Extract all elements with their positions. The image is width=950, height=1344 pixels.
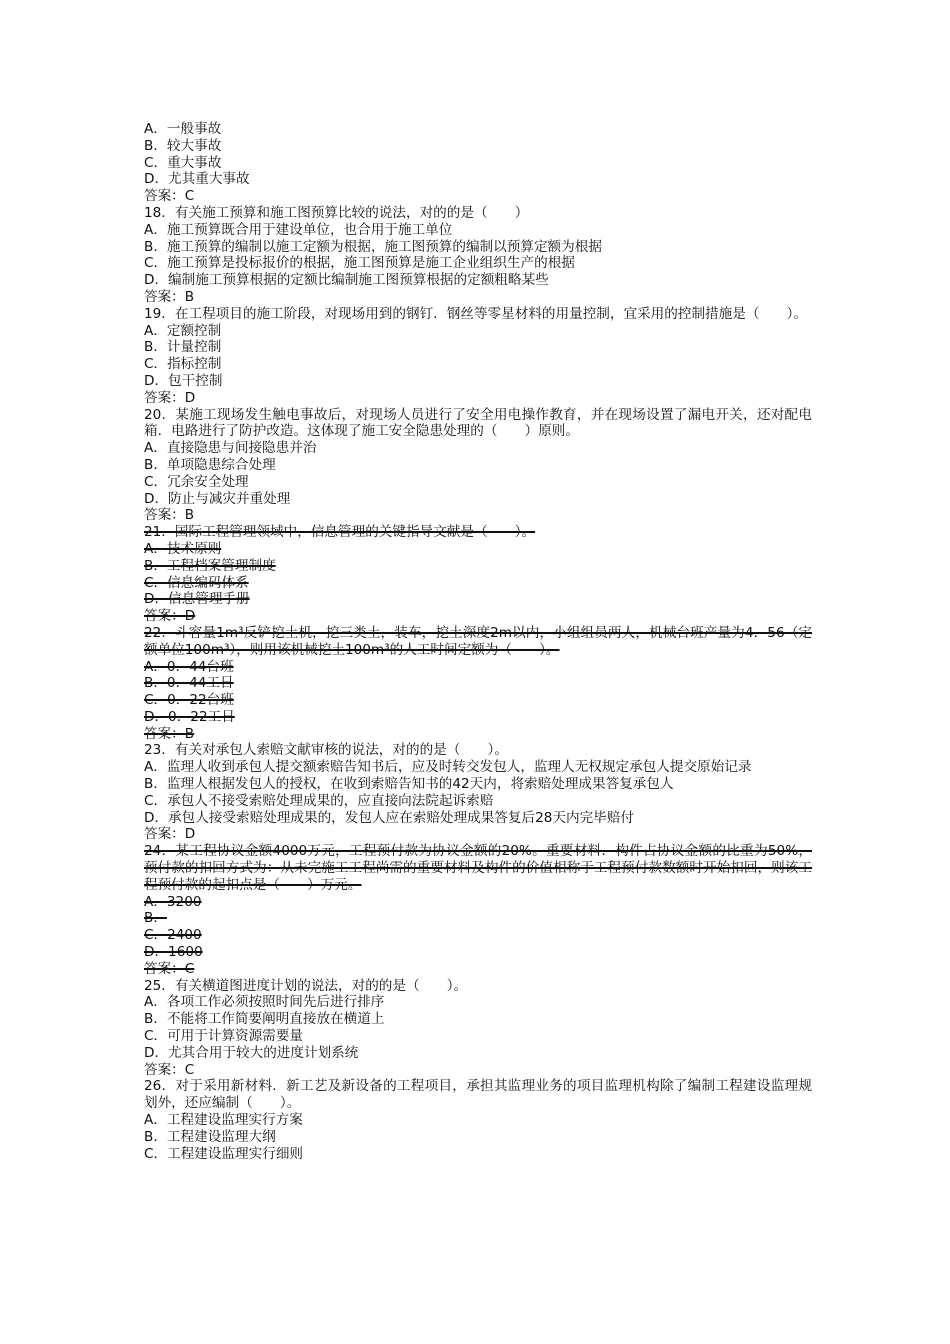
document-page bbox=[144, 121, 812, 1162]
question-text: 24．某工程协议金额4000万元，工程预付款为协议金额的20%。重要材料．构件占协议金额的比重为50%，预付款的扣回方式为：从未完施工工程尚需的重要材料及构件的价值相称于工程预付款数额时开始扣回，则该工程预付款的起扣点是（ ）万元。 bbox=[144, 843, 812, 893]
option-c: C．2400 bbox=[144, 927, 202, 944]
option-b: B．监理人根据发包人的授权，在收到索赔告知书的42天内，将索赔处理成果答复承包人 bbox=[144, 776, 674, 793]
option-b: B．工程建设监理大纲 bbox=[144, 1128, 276, 1145]
question-text: 25．有关横道图进度计划的说法，对的的是（ ）。 bbox=[144, 977, 468, 994]
option-c: C．指标控制 bbox=[144, 356, 222, 373]
option-b: B．不能将工作简要阐明直接放在横道上 bbox=[144, 1011, 385, 1028]
answer-line: 答案：B bbox=[144, 725, 195, 742]
answer-line: 答案：D bbox=[144, 826, 196, 843]
option-a: A．各项工作必须按照时间先后进行排序 bbox=[144, 994, 385, 1011]
answer-line: 答案：D bbox=[144, 389, 196, 406]
question-block-22-struck bbox=[144, 625, 812, 743]
option-b: B． bbox=[144, 910, 167, 927]
option-c: C．重大事故 bbox=[144, 154, 222, 171]
option-d: D．尤其重大事故 bbox=[144, 171, 250, 188]
question-text: 21．国际工程管理领域中，信息管理的关键指导文献是（ ）。 bbox=[144, 524, 536, 541]
answer-line: 答案：C bbox=[144, 1061, 195, 1078]
question-block-17-options bbox=[144, 121, 812, 205]
option-d: D．尤其合用于较大的进度计划系统 bbox=[144, 1044, 359, 1061]
option-d: D．0．22工日 bbox=[144, 708, 235, 725]
option-d: D．防止与减灾并重处理 bbox=[144, 490, 291, 507]
option-a: A．一般事故 bbox=[144, 121, 222, 137]
option-c: C．可用于计算资源需要量 bbox=[144, 1028, 304, 1045]
option-b: B．0．44工日 bbox=[144, 675, 234, 692]
question-text: 22．斗容量1m³反铲挖土机，挖三类土，装车，挖土深度2m以内，小组组员两人，机械台班产量为4．56（定额单位100m³），则用该机械挖土100m³的人工时间定额为（ ）。 bbox=[144, 624, 812, 658]
question-block-25 bbox=[144, 978, 812, 1079]
answer-line: 答案：B bbox=[144, 507, 195, 524]
option-c: C．工程建设监理实行细则 bbox=[144, 1145, 304, 1162]
answer-line: 答案：D bbox=[144, 608, 196, 625]
question-block-21-struck bbox=[144, 524, 812, 625]
question-block-24-struck bbox=[144, 843, 812, 977]
answer-line: 答案：B bbox=[144, 288, 195, 305]
option-a: A．施工预算既合用于建设单位，也合用于施工单位 bbox=[144, 221, 453, 238]
option-a: A．定额控制 bbox=[144, 322, 222, 339]
option-b: B．施工预算的编制以施工定额为根据，施工图预算的编制以预算定额为根据 bbox=[144, 238, 602, 255]
option-d: D．信息管理手册 bbox=[144, 591, 250, 608]
option-b: B．较大事故 bbox=[144, 137, 222, 154]
option-a: A．直接隐患与间接隐患并治 bbox=[144, 440, 317, 457]
question-text: 19．在工程项目的施工阶段，对现场用到的钢钉．钢丝等零星材料的用量控制，宜采用的控制措施是（ ）。 bbox=[144, 305, 807, 322]
answer-line: 答案：C bbox=[144, 960, 195, 977]
question-block-19 bbox=[144, 306, 812, 407]
option-d: D．编制施工预算根据的定额比编制施工图预算根据的定额粗略某些 bbox=[144, 272, 549, 289]
question-block-20 bbox=[144, 407, 812, 525]
question-block-18 bbox=[144, 205, 812, 306]
question-block-26 bbox=[144, 1078, 812, 1162]
option-a: A．工程建设监理实行方案 bbox=[144, 1112, 303, 1129]
option-d: D．1600 bbox=[144, 944, 203, 961]
option-a: A．技术原则 bbox=[144, 540, 222, 557]
question-text: 20．某施工现场发生触电事故后，对现场人员进行了安全用电操作教育，并在现场设置了漏电开关，还对配电箱．电路进行了防护改造。这体现了施工安全隐患处理的（ ）原则。 bbox=[144, 406, 812, 440]
option-c: C．施工预算是投标报价的根据，施工图预算是施工企业组织生产的根据 bbox=[144, 255, 575, 272]
answer-line: 答案：C bbox=[144, 188, 195, 205]
question-text: 26．对于采用新材料．新工艺及新设备的工程项目，承担其监理业务的项目监理机构除了编制工程建设监理规划外，还应编制（ ）。 bbox=[144, 1078, 812, 1112]
option-b: B．计量控制 bbox=[144, 339, 222, 356]
option-d: D．包干控制 bbox=[144, 372, 223, 389]
question-text: 23．有关对承包人索赔文献审核的说法，对的的是（ ）。 bbox=[144, 742, 508, 759]
option-c: C．冗余安全处理 bbox=[144, 473, 249, 490]
question-text: 18．有关施工预算和施工图预算比较的说法，对的的是（ ） bbox=[144, 204, 529, 221]
option-b: B．工程档案管理制度 bbox=[144, 557, 276, 574]
option-a: A．3200 bbox=[144, 893, 202, 910]
option-c: C．0．22台班 bbox=[144, 692, 234, 709]
option-a: A．0．44台班 bbox=[144, 658, 234, 675]
option-d: D．承包人接受索赔处理成果的，发包人应在索赔处理成果答复后28天内完毕赔付 bbox=[144, 809, 634, 826]
option-c: C．承包人不接受索赔处理成果的，应直接向法院起诉索赔 bbox=[144, 792, 494, 809]
option-c: C．信息编码体系 bbox=[144, 574, 249, 591]
option-b: B．单项隐患综合处理 bbox=[144, 456, 276, 473]
option-a: A．监理人收到承包人提交额索赔告知书后，应及时转交发包人，监理人无权规定承包人提交原始记录 bbox=[144, 759, 752, 776]
question-block-23 bbox=[144, 742, 812, 843]
